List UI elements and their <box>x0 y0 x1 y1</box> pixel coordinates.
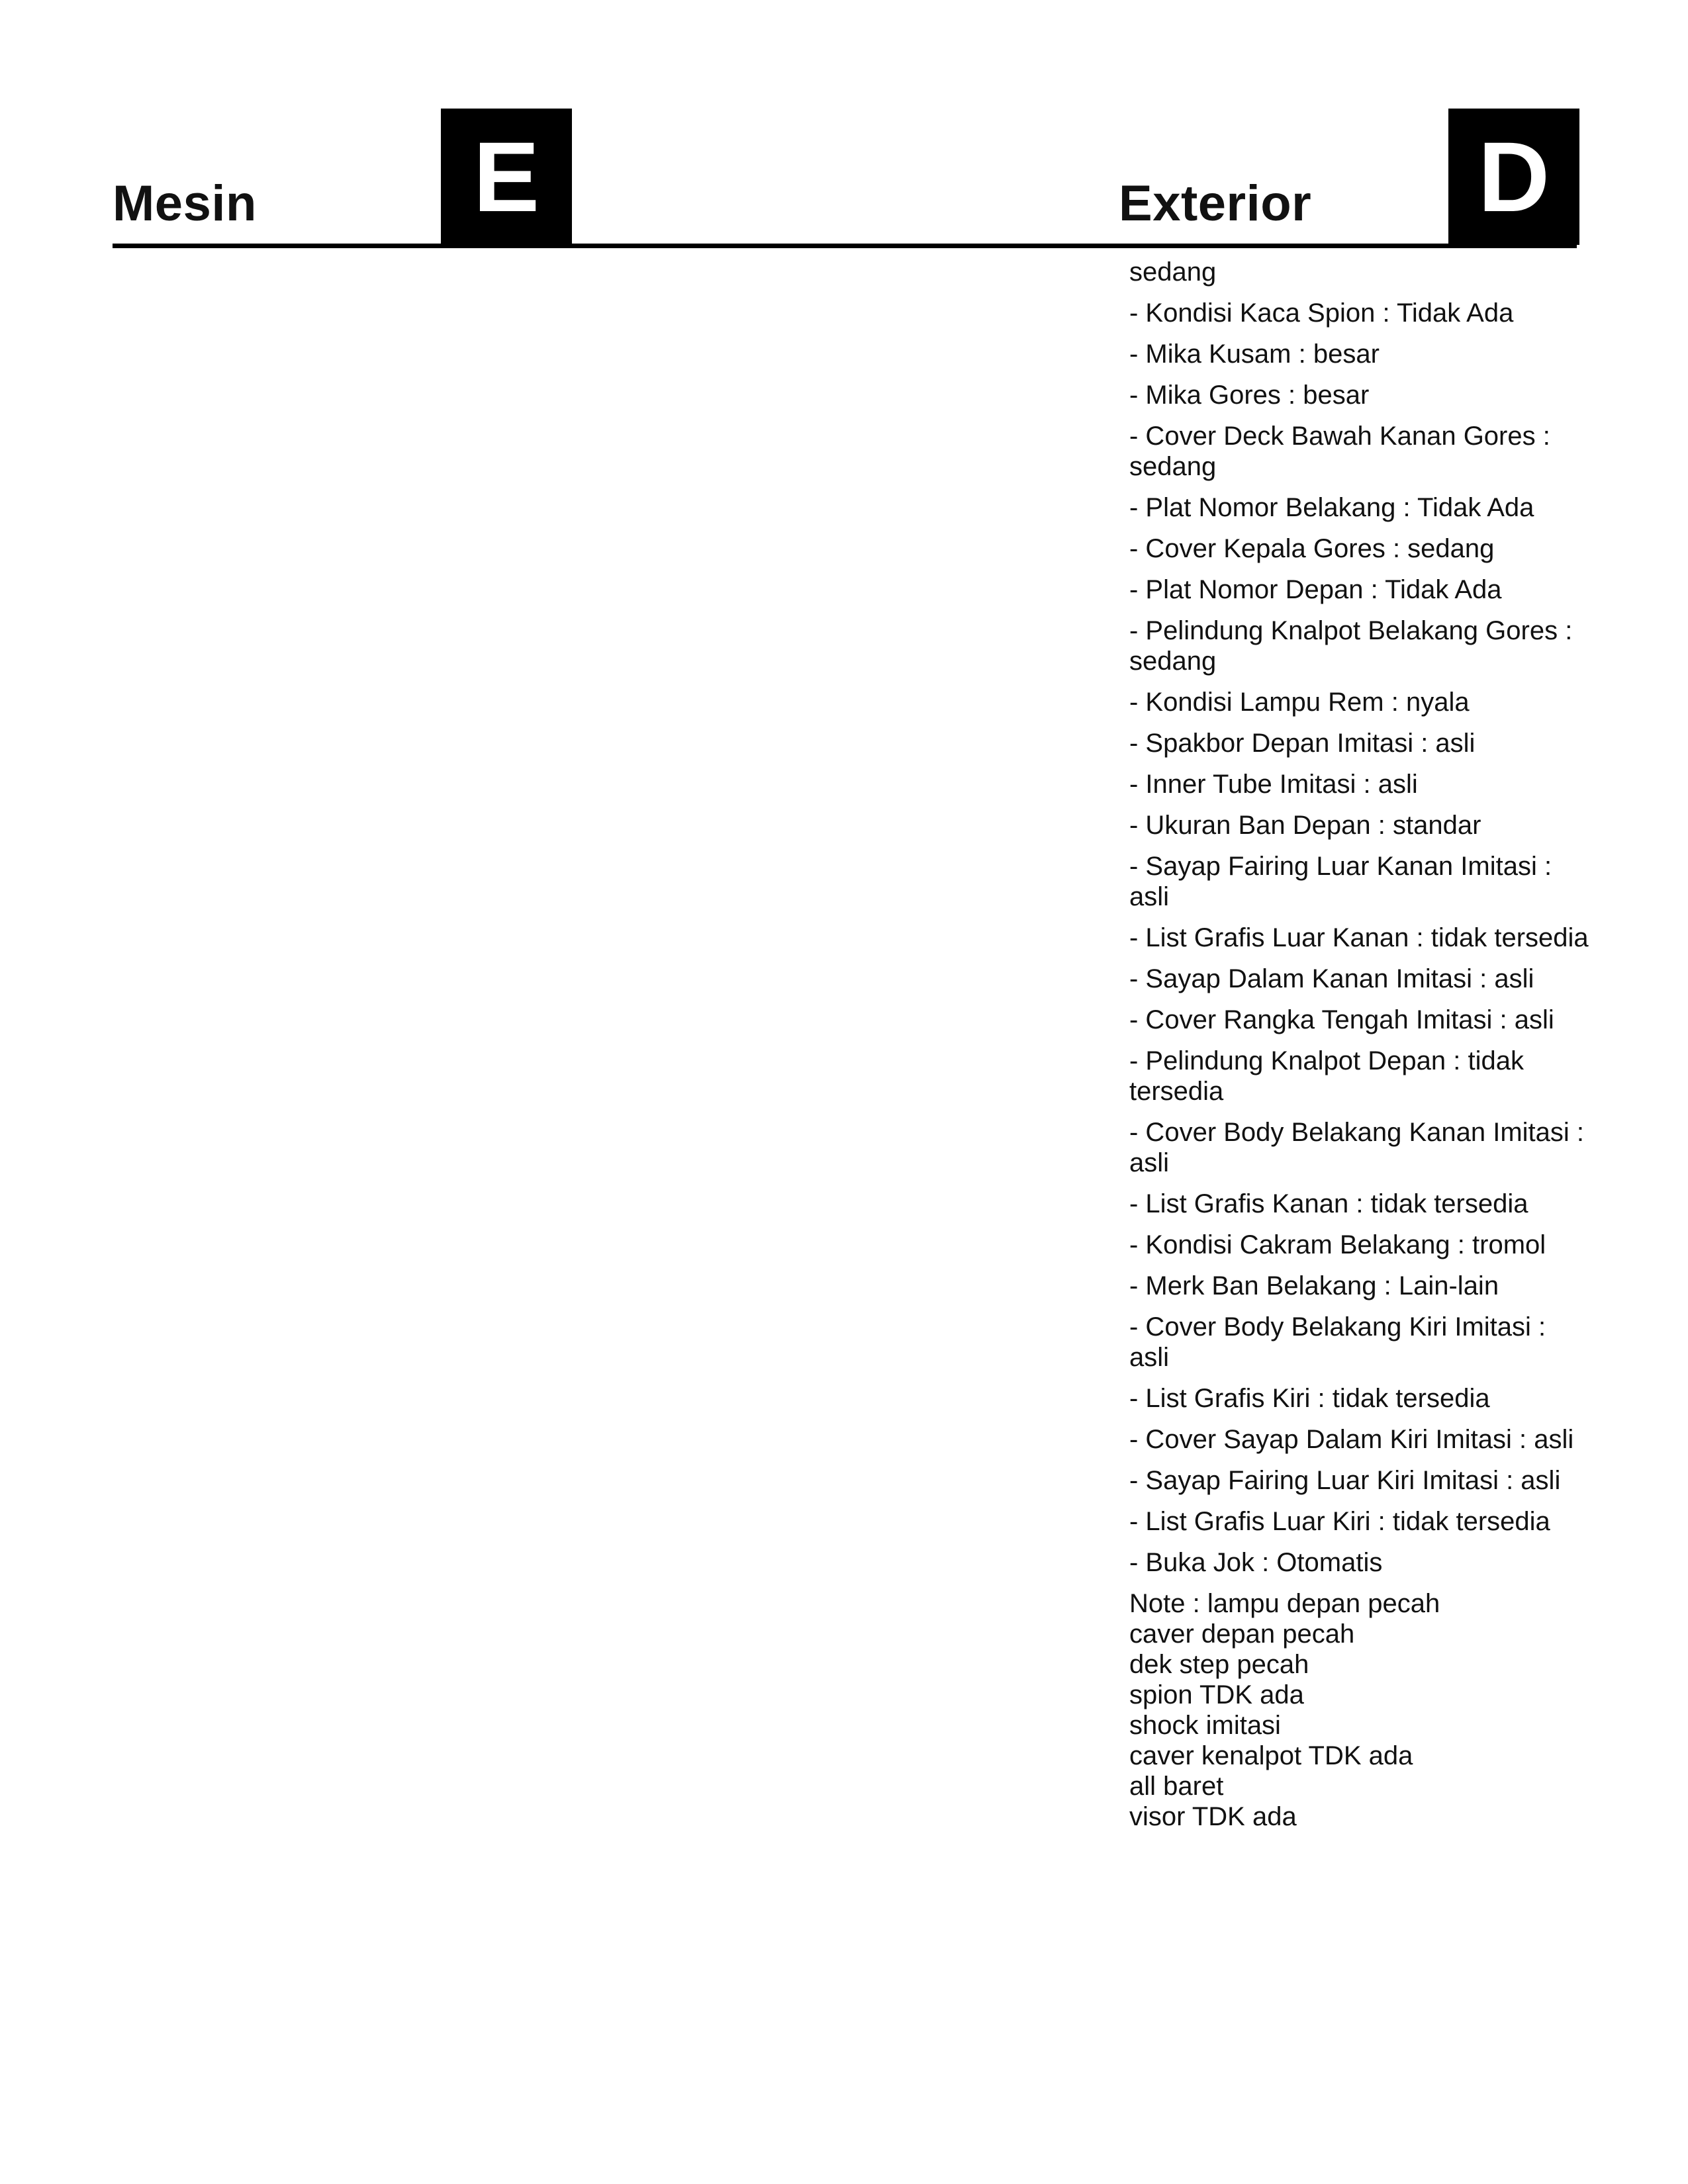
list-item: - Kondisi Cakram Belakang : tromol <box>1129 1230 1546 1259</box>
list-item: - Mika Kusam : besar <box>1129 340 1380 369</box>
exterior-grade-badge: D <box>1448 109 1579 245</box>
list-item: - List Grafis Kanan : tidak tersedia <box>1129 1189 1528 1218</box>
list-item: - Cover Body Belakang Kanan Imitasi : asli <box>1129 1118 1585 1177</box>
list-item: - Kondisi Lampu Rem : nyala <box>1129 688 1470 717</box>
mesin-grade-badge: E <box>441 109 572 245</box>
mesin-section-title: Mesin <box>113 175 257 232</box>
list-item: - Plat Nomor Belakang : Tidak Ada <box>1129 493 1534 522</box>
list-item: - Sayap Dalam Kanan Imitasi : asli <box>1129 964 1534 993</box>
note-line: dek step pecah <box>1129 1650 1309 1679</box>
list-item: - Pelindung Knalpot Depan : tidak tersedia <box>1129 1046 1524 1106</box>
inspection-note <box>1129 1588 1593 1832</box>
list-item: - Spakbor Depan Imitasi : asli <box>1129 729 1476 758</box>
list-item: - Buka Jok : Otomatis <box>1129 1548 1383 1577</box>
list-item: - Cover Kepala Gores : sedang <box>1129 534 1495 563</box>
list-item: - Sayap Fairing Luar Kiri Imitasi : asli <box>1129 1466 1561 1495</box>
list-item: - Cover Body Belakang Kiri Imitasi : asli <box>1129 1312 1546 1372</box>
list-item: - Inner Tube Imitasi : asli <box>1129 770 1418 799</box>
note-line: all baret <box>1129 1772 1224 1801</box>
header-divider <box>113 244 1577 248</box>
list-item: - Pelindung Knalpot Belakang Gores : sedang <box>1129 616 1573 676</box>
exterior-condition-list <box>1129 257 1593 1832</box>
list-item: - Merk Ban Belakang : Lain-lain <box>1129 1271 1499 1300</box>
note-line: shock imitasi <box>1129 1711 1281 1740</box>
exterior-section-title: Exterior <box>1119 175 1312 232</box>
list-item: - Cover Deck Bawah Kanan Gores : sedang <box>1129 422 1550 481</box>
list-item: - List Grafis Luar Kiri : tidak tersedia <box>1129 1507 1550 1536</box>
note-line: spion TDK ada <box>1129 1680 1304 1709</box>
list-item: - Ukuran Ban Depan : standar <box>1129 811 1481 840</box>
note-line: visor TDK ada <box>1129 1802 1297 1831</box>
list-item: - Cover Rangka Tengah Imitasi : asli <box>1129 1005 1554 1034</box>
list-item: - Mika Gores : besar <box>1129 381 1370 410</box>
note-line: Note : lampu depan pecah <box>1129 1589 1440 1618</box>
list-item: - List Grafis Kiri : tidak tersedia <box>1129 1384 1490 1413</box>
list-item: - Plat Nomor Depan : Tidak Ada <box>1129 575 1502 604</box>
list-item: - Sayap Fairing Luar Kanan Imitasi : asli <box>1129 852 1552 911</box>
list-item: - Kondisi Kaca Spion : Tidak Ada <box>1129 298 1514 328</box>
list-item: - List Grafis Luar Kanan : tidak tersedia <box>1129 923 1589 952</box>
list-item: sedang <box>1129 257 1217 287</box>
list-item: - Cover Sayap Dalam Kiri Imitasi : asli <box>1129 1425 1574 1454</box>
note-line: caver kenalpot TDK ada <box>1129 1741 1413 1770</box>
note-line: caver depan pecah <box>1129 1619 1355 1649</box>
